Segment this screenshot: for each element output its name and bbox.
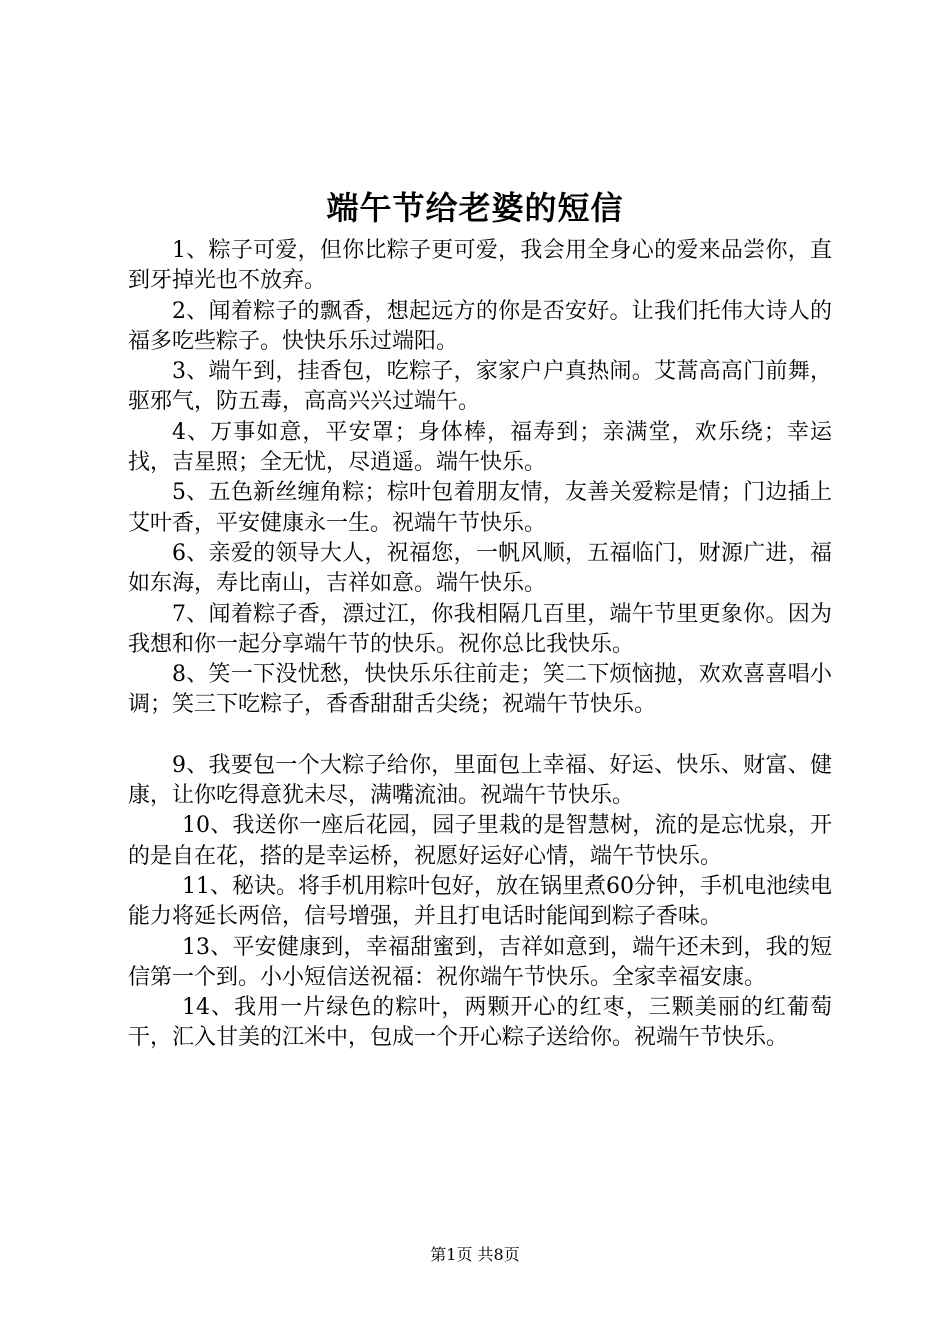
paragraph-14: 14、我用一片绿色的粽叶，两颗开心的红枣，三颗美丽的红葡萄干，汇入甘美的江米中，包成一个开心粽子送给你。祝端午节快乐。 [128,995,832,1051]
paragraph-11: 11、秘诀。将手机用粽叶包好，放在锅里煮60分钟，手机电池续电能力将延长两倍，信号增强，并且打电话时能闻到粽子香味。 [128,873,832,930]
paragraph-7: 7、闻着粽子香，漂过江，你我相隔几百里，端午节里更象你。因为我想和你一起分享端午节的快乐。祝你总比我快乐。 [128,601,832,657]
paragraph-1: 1、粽子可爱，但你比粽子更可爱，我会用全身心的爱来品尝你，直到牙掉光也不放弃。 [128,238,832,294]
paragraph-4: 4、万事如意，平安罩；身体棒，福寿到；亲满堂，欢乐绕；幸运找，吉星照；全无忧，尽逍遥。端午快乐。 [128,419,832,476]
paragraph-5: 5、五色新丝缠角粽；棕叶包着朋友情，友善关爱粽是情；门边插上艾叶香，平安健康永一生。祝端午节快乐。 [128,480,832,536]
paragraph-8: 8、笑一下没忧愁，快快乐乐往前走；笑二下烦恼抛，欢欢喜喜唱小调；笑三下吃粽子，香香甜甜舌尖绕；祝端午节快乐。 [128,662,832,718]
paragraph-6: 6、亲爱的领导大人，祝福您，一帆风顺，五福临门，财源广进，福如东海，寿比南山，吉祥如意。端午快乐。 [128,540,832,597]
document-title: 端午节给老婆的短信 [326,189,624,227]
paragraph-2: 2、闻着粽子的飘香，想起远方的你是否安好。让我们托伟大诗人的福多吃些粽子。快快乐乐过端阳。 [128,298,832,354]
page-footer: 第1页 共8页 [430,1245,520,1264]
paragraph-10: 10、我送你一座后花园，园子里栽的是智慧树，流的是忘忧泉，开的是自在花，搭的是幸运桥，祝愿好运好心情，端午节快乐。 [128,813,832,869]
document-body [128,236,832,1054]
paragraph-3: 3、端午到，挂香包，吃粽子，家家户户真热闹。艾蒿高高门前舞，驱邪气，防五毒，高高兴兴过端午。 [128,359,832,415]
paragraph-13: 13、平安健康到，幸福甜蜜到，吉祥如意到，端午还未到，我的短信第一个到。小小短信送祝福：祝你端午节快乐。全家幸福安康。 [128,934,832,990]
paragraph-9: 9、我要包一个大粽子给你，里面包上幸福、好运、快乐、财富、健康，让你吃得意犹未尽，满嘴流油。祝端午节快乐。 [128,752,832,809]
